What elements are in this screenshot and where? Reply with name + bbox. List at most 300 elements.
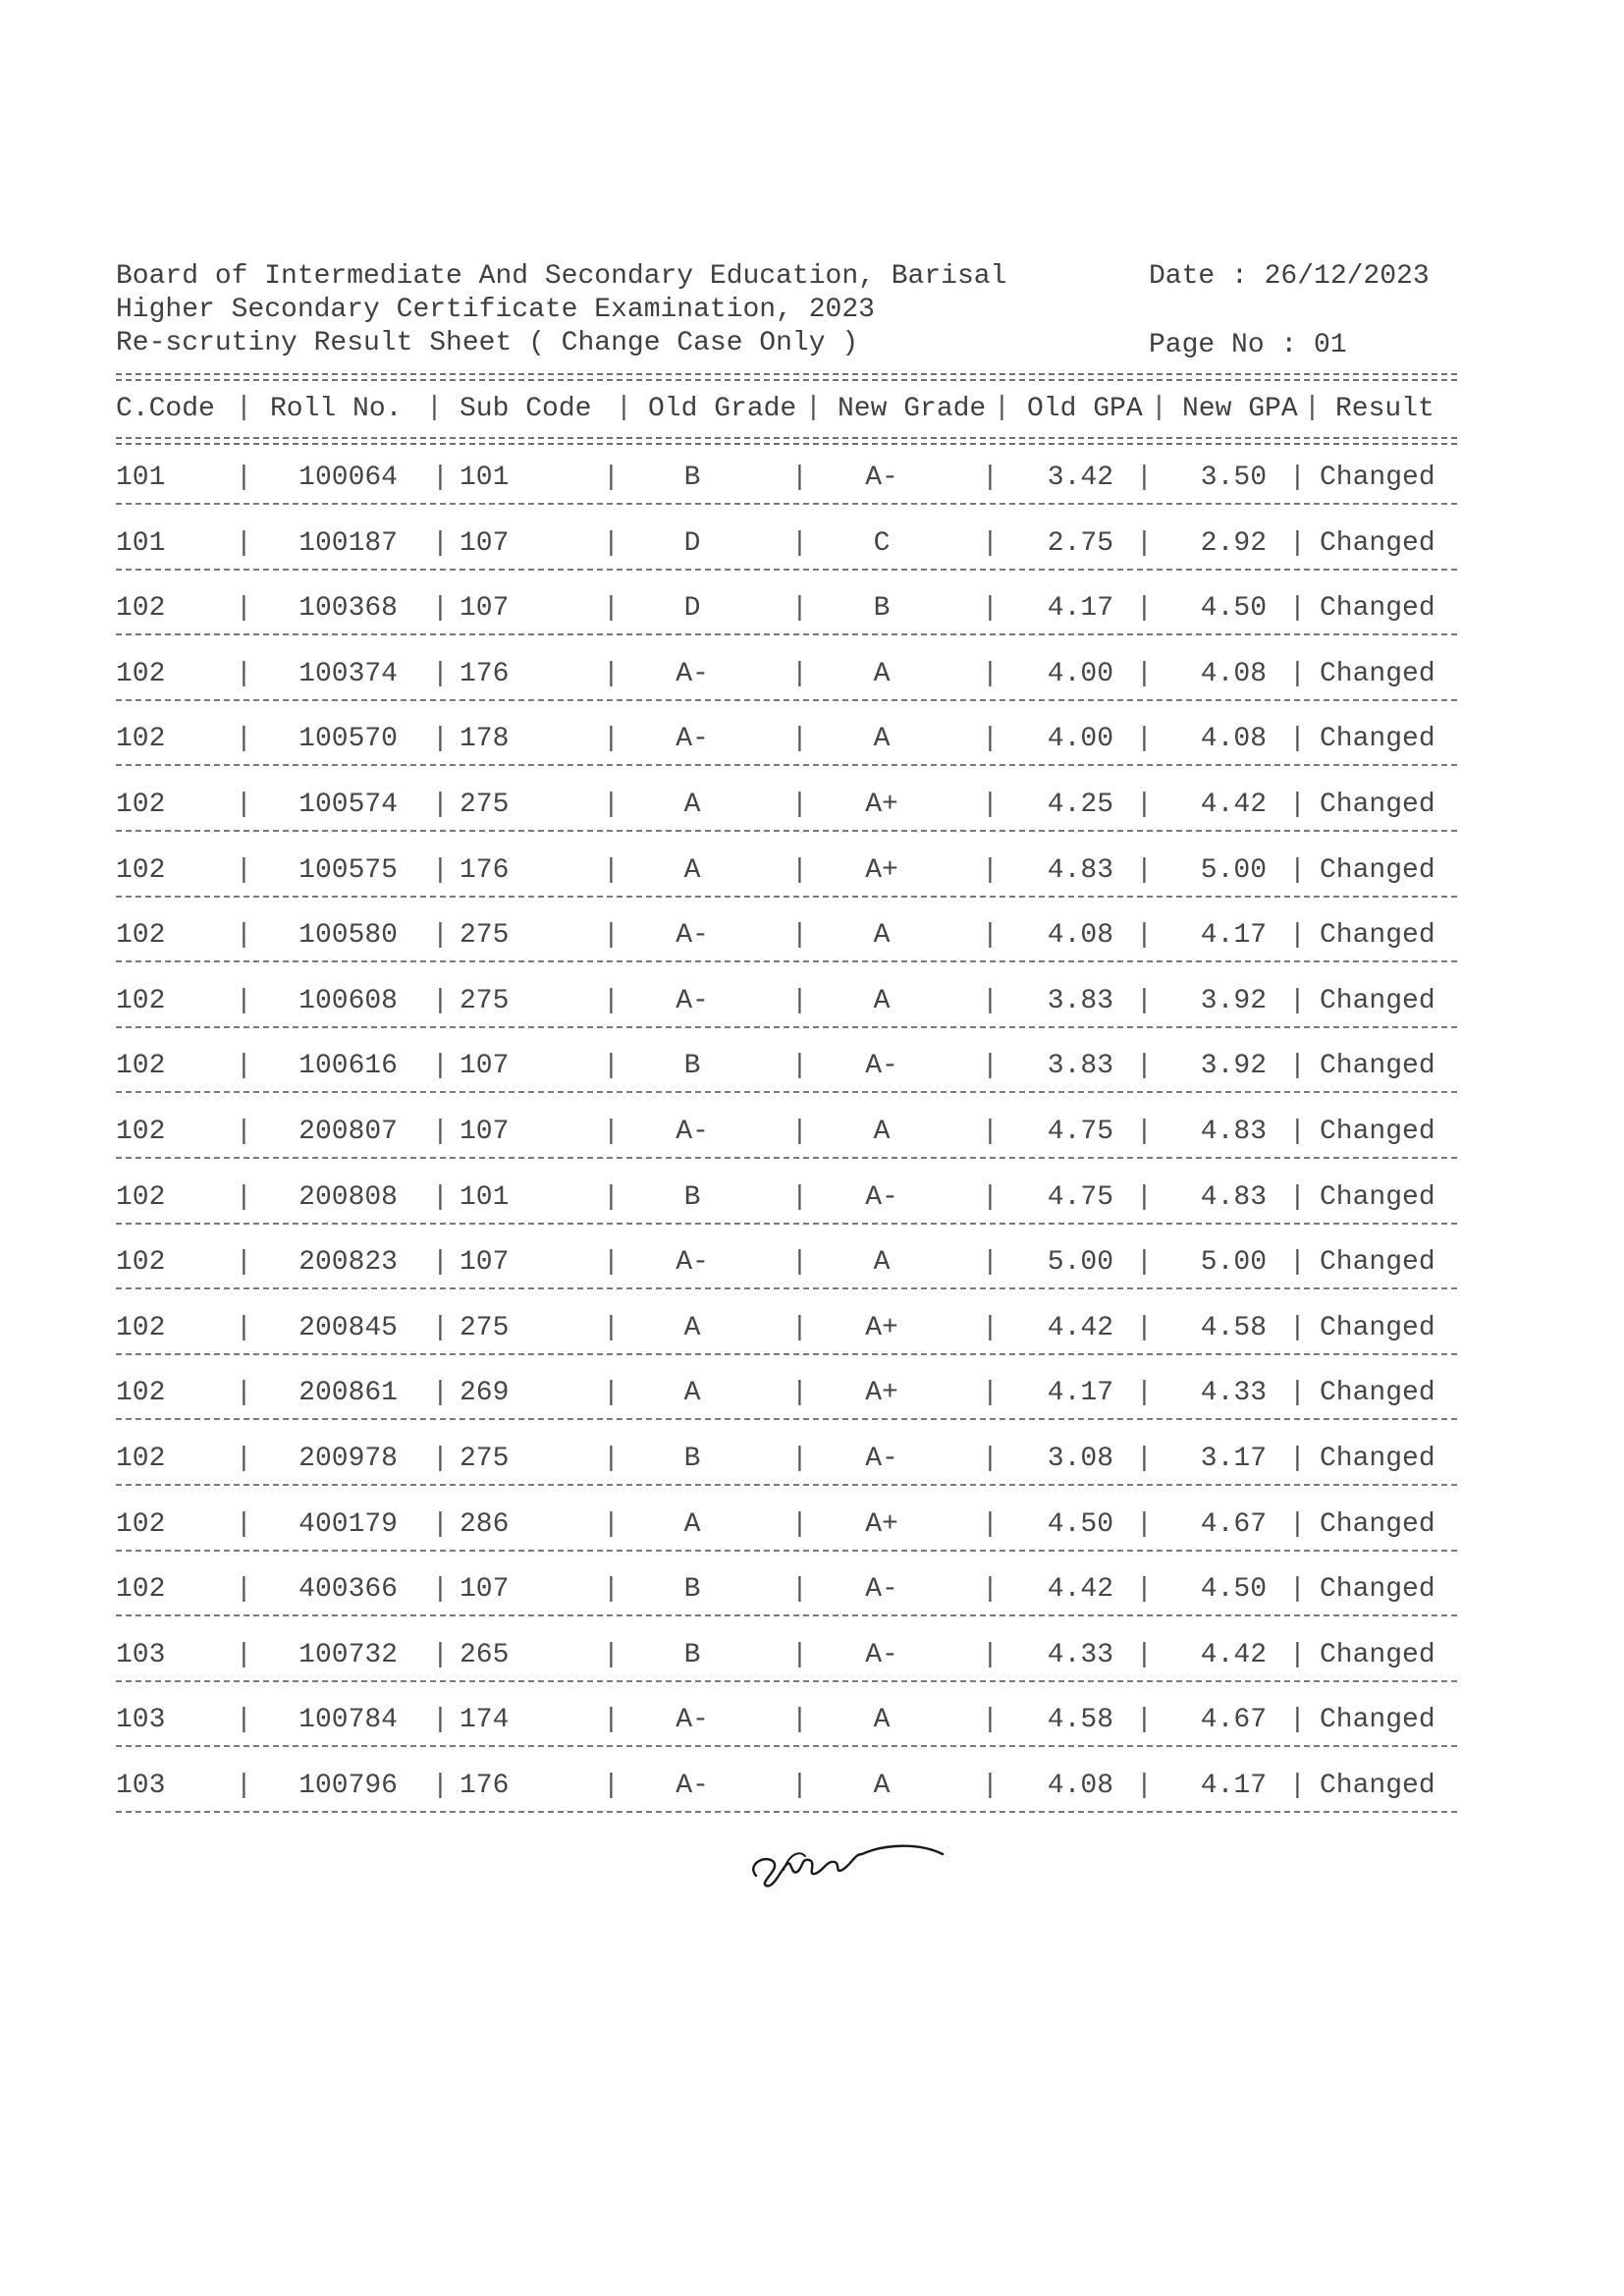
cell-old-gpa: 4.75 [1047, 1117, 1113, 1147]
cell-roll: 200978 [298, 1444, 398, 1474]
cell-roll: 100580 [298, 920, 398, 952]
cell-new-gpa: 4.33 [1200, 1378, 1267, 1409]
column-separator: | [1289, 1117, 1306, 1147]
cell-new-grade: A+ [865, 1378, 898, 1409]
column-separator: | [236, 985, 252, 1016]
column-separator: | [236, 854, 252, 886]
cell-ccode: 102 [116, 1508, 166, 1540]
column-separator: | [1289, 1444, 1306, 1474]
column-separator: | [236, 658, 252, 689]
header-top-rule [116, 373, 1457, 375]
table-row [0, 1312, 1624, 1378]
cell-subcode: 275 [460, 985, 510, 1016]
table-row [0, 462, 1624, 527]
cell-subcode: 174 [460, 1705, 510, 1736]
column-separator: | [982, 1705, 999, 1736]
table-row [0, 658, 1624, 724]
cell-old-grade: B [683, 463, 701, 493]
column-separator: | [1289, 724, 1306, 755]
cell-old-grade: B [683, 1639, 701, 1670]
cell-result: Changed [1320, 1378, 1435, 1409]
column-separator: | [236, 1771, 252, 1801]
cell-old-grade: A [683, 854, 701, 886]
column-separator: | [1136, 463, 1153, 493]
column-separator: | [982, 593, 999, 625]
column-separator: | [432, 985, 449, 1016]
column-separator: | [791, 1771, 808, 1801]
column-separator: | [982, 854, 999, 886]
column-separator: | [1136, 854, 1153, 886]
cell-old-grade: B [683, 1051, 701, 1082]
cell-ccode: 102 [116, 1051, 166, 1082]
cell-subcode: 107 [460, 1574, 510, 1606]
column-separator: | [1136, 920, 1153, 952]
column-separator: | [982, 1574, 999, 1606]
column-separator: | [432, 1181, 449, 1213]
row-divider [116, 960, 1457, 962]
column-separator: | [236, 790, 252, 820]
cell-old-grade: A- [676, 658, 709, 689]
cell-new-grade: A [873, 1247, 891, 1279]
column-separator: | [603, 1181, 620, 1213]
column-separator: | [1136, 658, 1153, 689]
cell-result: Changed [1320, 593, 1435, 625]
column-separator: | [236, 724, 252, 755]
column-separator: | [236, 1051, 252, 1082]
header-bottom-rule [116, 437, 1457, 439]
cell-result: Changed [1320, 463, 1435, 493]
column-separator: | [982, 1639, 999, 1670]
column-separator: | [603, 527, 620, 559]
column-separator: | [791, 790, 808, 820]
cell-old-grade: A- [676, 724, 709, 755]
cell-new-gpa: 3.92 [1200, 1051, 1267, 1082]
cell-ccode: 102 [116, 1444, 166, 1474]
column-separator: | [982, 920, 999, 952]
cell-result: Changed [1320, 1574, 1435, 1606]
column-separator: | [603, 854, 620, 886]
cell-subcode: 286 [460, 1508, 510, 1540]
cell-old-grade: B [683, 1444, 701, 1474]
cell-new-gpa: 4.67 [1200, 1508, 1267, 1540]
column-separator: | [982, 1508, 999, 1540]
cell-roll: 200823 [298, 1247, 398, 1279]
cell-old-grade: D [683, 593, 701, 625]
cell-ccode: 102 [116, 1117, 166, 1147]
column-separator: | [603, 1117, 620, 1147]
column-separator: | [791, 1574, 808, 1606]
cell-roll: 100570 [298, 724, 398, 755]
column-separator: | [791, 1444, 808, 1474]
cell-old-grade: A [683, 1508, 701, 1540]
exam-title: Higher Secondary Certificate Examination, 2023 [116, 295, 875, 325]
column-separator: | [791, 1705, 808, 1736]
row-divider [116, 633, 1457, 635]
column-separator: | [1136, 1574, 1153, 1606]
cell-new-gpa: 3.92 [1200, 985, 1267, 1016]
cell-subcode: 275 [460, 790, 510, 820]
column-separator: | [432, 527, 449, 559]
board-title: Board of Intermediate And Secondary Education, Barisal [116, 261, 1007, 292]
cell-ccode: 102 [116, 1378, 166, 1409]
cell-ccode: 102 [116, 1312, 166, 1343]
column-separator: | [1289, 1378, 1306, 1409]
cell-new-grade: A- [865, 1051, 898, 1082]
column-separator: | [432, 658, 449, 689]
column-separator: | [982, 1247, 999, 1279]
cell-new-gpa: 2.92 [1200, 527, 1267, 559]
column-separator: | [1136, 1444, 1153, 1474]
cell-new-grade: A [873, 985, 891, 1016]
column-separator: | [982, 724, 999, 755]
column-separator: | [603, 1312, 620, 1343]
table-row [0, 1377, 1624, 1443]
cell-old-gpa: 3.83 [1047, 1051, 1113, 1082]
cell-result: Changed [1320, 1312, 1435, 1343]
column-separator: | [236, 1247, 252, 1279]
table-row [0, 527, 1624, 593]
table-row [0, 1573, 1624, 1639]
column-separator: | [603, 724, 620, 755]
column-separator: | [982, 790, 999, 820]
cell-result: Changed [1320, 1771, 1435, 1801]
table-row [0, 919, 1624, 985]
column-header-new-gpa: New GPA [1182, 394, 1298, 424]
column-separator: | [236, 463, 252, 493]
cell-new-gpa: 4.50 [1200, 1574, 1267, 1606]
cell-new-grade: A+ [865, 1312, 898, 1343]
cell-ccode: 102 [116, 1181, 166, 1213]
cell-subcode: 101 [460, 1181, 510, 1213]
column-separator: | [982, 1312, 999, 1343]
cell-roll: 100064 [298, 463, 398, 493]
row-divider [116, 699, 1457, 701]
cell-ccode: 102 [116, 854, 166, 886]
cell-roll: 400179 [298, 1508, 398, 1540]
cell-subcode: 107 [460, 1051, 510, 1082]
cell-result: Changed [1320, 1639, 1435, 1670]
cell-new-grade: A- [865, 463, 898, 493]
column-separator: | [791, 1247, 808, 1279]
cell-ccode: 102 [116, 985, 166, 1016]
column-separator: | [1289, 1574, 1306, 1606]
column-separator: | [432, 1508, 449, 1540]
cell-roll: 200861 [298, 1378, 398, 1409]
cell-ccode: 102 [116, 920, 166, 952]
cell-old-grade: A- [676, 1117, 709, 1147]
column-header-roll: Roll No. [270, 394, 403, 424]
column-separator: | [1289, 527, 1306, 559]
column-separator: | [603, 1508, 620, 1540]
cell-result: Changed [1320, 920, 1435, 952]
cell-new-gpa: 3.17 [1200, 1444, 1267, 1474]
row-divider [116, 1811, 1457, 1813]
cell-new-gpa: 4.08 [1200, 724, 1267, 755]
column-separator: | [432, 1574, 449, 1606]
column-separator: | [616, 393, 632, 423]
column-separator: | [603, 1574, 620, 1606]
row-divider [116, 1550, 1457, 1552]
cell-roll: 100608 [298, 985, 398, 1016]
row-divider [116, 830, 1457, 832]
cell-old-gpa: 4.50 [1047, 1508, 1113, 1540]
table-row [0, 1050, 1624, 1116]
row-divider [116, 1680, 1457, 1682]
column-separator: | [1289, 854, 1306, 886]
column-header-ccode: C.Code [116, 394, 215, 424]
cell-new-gpa: 4.42 [1200, 790, 1267, 820]
row-divider [116, 1614, 1457, 1616]
cell-ccode: 103 [116, 1771, 166, 1801]
column-separator: | [1136, 1117, 1153, 1147]
table-row [0, 1639, 1624, 1705]
table-row [0, 854, 1624, 920]
column-separator: | [1136, 1312, 1153, 1343]
column-separator: | [1136, 985, 1153, 1016]
column-separator: | [982, 985, 999, 1016]
column-separator: | [236, 593, 252, 625]
column-separator: | [432, 1247, 449, 1279]
cell-old-grade: A- [676, 1247, 709, 1279]
column-separator: | [1136, 724, 1153, 755]
column-separator: | [603, 1639, 620, 1670]
cell-roll: 100784 [298, 1705, 398, 1736]
column-separator: | [1289, 1639, 1306, 1670]
column-separator: | [432, 1705, 449, 1736]
cell-roll: 100732 [298, 1639, 398, 1670]
column-separator: | [603, 593, 620, 625]
cell-ccode: 103 [116, 1639, 166, 1670]
cell-result: Changed [1320, 527, 1435, 559]
cell-result: Changed [1320, 790, 1435, 820]
row-divider [116, 1745, 1457, 1747]
column-separator: | [791, 1051, 808, 1082]
column-separator: | [982, 463, 999, 493]
column-separator: | [1136, 1378, 1153, 1409]
column-separator: | [603, 1444, 620, 1474]
column-separator: | [603, 1705, 620, 1736]
cell-new-grade: A- [865, 1639, 898, 1670]
column-separator: | [791, 724, 808, 755]
cell-ccode: 102 [116, 658, 166, 689]
column-separator: | [1289, 790, 1306, 820]
cell-result: Changed [1320, 1181, 1435, 1213]
row-divider [116, 569, 1457, 571]
cell-roll: 100374 [298, 658, 398, 689]
column-separator: | [236, 1639, 252, 1670]
cell-old-gpa: 4.00 [1047, 658, 1113, 689]
cell-new-gpa: 4.17 [1200, 1771, 1267, 1801]
column-separator: | [236, 1705, 252, 1736]
cell-old-grade: A- [676, 1771, 709, 1801]
cell-old-gpa: 4.83 [1047, 854, 1113, 886]
cell-new-gpa: 4.50 [1200, 593, 1267, 625]
cell-roll: 100574 [298, 790, 398, 820]
column-separator: | [982, 527, 999, 559]
cell-new-grade: A [873, 1705, 891, 1736]
column-separator: | [982, 1181, 999, 1213]
column-separator: | [1289, 1181, 1306, 1213]
column-separator: | [432, 724, 449, 755]
cell-subcode: 265 [460, 1639, 510, 1670]
table-row [0, 723, 1624, 789]
cell-old-gpa: 4.25 [1047, 790, 1113, 820]
cell-ccode: 103 [116, 1705, 166, 1736]
cell-old-gpa: 5.00 [1047, 1247, 1113, 1279]
cell-new-gpa: 4.83 [1200, 1181, 1267, 1213]
row-divider [116, 764, 1457, 766]
column-header-result: Result [1335, 394, 1435, 424]
column-separator: | [432, 920, 449, 952]
column-separator: | [1289, 1312, 1306, 1343]
cell-new-grade: A- [865, 1574, 898, 1606]
cell-subcode: 107 [460, 593, 510, 625]
cell-subcode: 275 [460, 1312, 510, 1343]
cell-new-gpa: 4.83 [1200, 1117, 1267, 1147]
cell-new-grade: A [873, 1117, 891, 1147]
cell-old-gpa: 3.08 [1047, 1444, 1113, 1474]
cell-old-gpa: 4.17 [1047, 1378, 1113, 1409]
cell-subcode: 107 [460, 527, 510, 559]
column-separator: | [1289, 985, 1306, 1016]
column-header-old-gpa: Old GPA [1027, 394, 1143, 424]
column-separator: | [432, 1444, 449, 1474]
cell-old-gpa: 4.75 [1047, 1181, 1113, 1213]
table-row [0, 985, 1624, 1051]
cell-new-grade: A [873, 658, 891, 689]
column-separator: | [791, 854, 808, 886]
column-separator: | [1289, 658, 1306, 689]
row-divider [116, 1353, 1457, 1355]
column-separator: | [791, 1639, 808, 1670]
column-separator: | [432, 1117, 449, 1147]
table-row [0, 592, 1624, 658]
column-separator: | [432, 790, 449, 820]
cell-new-grade: A- [865, 1181, 898, 1213]
cell-ccode: 102 [116, 1247, 166, 1279]
cell-new-gpa: 4.08 [1200, 658, 1267, 689]
cell-new-grade: A [873, 1771, 891, 1801]
column-separator: | [982, 1117, 999, 1147]
column-separator: | [791, 593, 808, 625]
cell-old-gpa: 4.08 [1047, 1771, 1113, 1801]
column-separator: | [791, 920, 808, 952]
column-separator: | [603, 1378, 620, 1409]
cell-old-grade: B [683, 1574, 701, 1606]
column-separator: | [1136, 1705, 1153, 1736]
cell-roll: 400366 [298, 1574, 398, 1606]
column-separator: | [603, 658, 620, 689]
column-separator: | [426, 393, 443, 423]
column-separator: | [1304, 393, 1321, 423]
table-row [0, 1508, 1624, 1574]
cell-ccode: 102 [116, 790, 166, 820]
cell-new-gpa: 4.42 [1200, 1639, 1267, 1670]
cell-roll: 200808 [298, 1181, 398, 1213]
column-separator: | [603, 790, 620, 820]
column-separator: | [603, 1051, 620, 1082]
column-separator: | [603, 920, 620, 952]
cell-old-gpa: 4.42 [1047, 1574, 1113, 1606]
cell-roll: 100616 [298, 1051, 398, 1082]
column-separator: | [1136, 1639, 1153, 1670]
cell-result: Changed [1320, 658, 1435, 689]
cell-new-grade: A [873, 920, 891, 952]
column-separator: | [432, 463, 449, 493]
column-header-new-grade: New Grade [838, 394, 987, 424]
cell-result: Changed [1320, 1444, 1435, 1474]
column-separator: | [791, 527, 808, 559]
column-separator: | [791, 1508, 808, 1540]
column-separator: | [1289, 593, 1306, 625]
column-separator: | [1136, 1508, 1153, 1540]
cell-result: Changed [1320, 1051, 1435, 1082]
column-separator: | [1136, 527, 1153, 559]
cell-roll: 200807 [298, 1117, 398, 1147]
cell-roll: 100575 [298, 854, 398, 886]
column-separator: | [982, 1771, 999, 1801]
row-divider [116, 1091, 1457, 1093]
cell-roll: 100187 [298, 527, 398, 559]
column-separator: | [982, 1051, 999, 1082]
cell-subcode: 101 [460, 463, 510, 493]
column-separator: | [432, 854, 449, 886]
cell-new-gpa: 3.50 [1200, 463, 1267, 493]
column-separator: | [236, 1181, 252, 1213]
cell-result: Changed [1320, 724, 1435, 755]
row-divider [116, 1484, 1457, 1486]
column-separator: | [236, 527, 252, 559]
column-separator: | [236, 920, 252, 952]
cell-new-grade: A [873, 724, 891, 755]
cell-result: Changed [1320, 985, 1435, 1016]
sheet-title: Re-scrutiny Result Sheet ( Change Case Only ) [116, 328, 859, 358]
cell-old-grade: A [683, 790, 701, 820]
cell-ccode: 101 [116, 463, 166, 493]
cell-result: Changed [1320, 1508, 1435, 1540]
row-divider [116, 503, 1457, 505]
cell-new-gpa: 4.17 [1200, 920, 1267, 952]
cell-roll: 100796 [298, 1771, 398, 1801]
cell-old-gpa: 4.08 [1047, 920, 1113, 952]
cell-subcode: 269 [460, 1378, 510, 1409]
cell-old-grade: D [683, 527, 701, 559]
cell-old-grade: A [683, 1312, 701, 1343]
cell-new-grade: A+ [865, 790, 898, 820]
column-separator: | [236, 393, 252, 423]
cell-old-gpa: 4.17 [1047, 593, 1113, 625]
cell-old-gpa: 4.33 [1047, 1639, 1113, 1670]
page-number-label: Page No : 01 [1149, 330, 1347, 360]
column-separator: | [236, 1444, 252, 1474]
cell-subcode: 107 [460, 1247, 510, 1279]
column-separator: | [1289, 920, 1306, 952]
column-separator: | [791, 985, 808, 1016]
column-separator: | [791, 463, 808, 493]
column-separator: | [1289, 1705, 1306, 1736]
cell-new-grade: A- [865, 1444, 898, 1474]
column-separator: | [1289, 463, 1306, 493]
date-label: Date : 26/12/2023 [1149, 261, 1430, 292]
cell-subcode: 176 [460, 658, 510, 689]
column-separator: | [982, 658, 999, 689]
cell-new-gpa: 5.00 [1200, 854, 1267, 886]
column-separator: | [1136, 1247, 1153, 1279]
table-row [0, 1116, 1624, 1181]
row-divider [116, 1223, 1457, 1225]
row-divider [116, 1418, 1457, 1420]
column-header-old-grade: Old Grade [648, 394, 797, 424]
